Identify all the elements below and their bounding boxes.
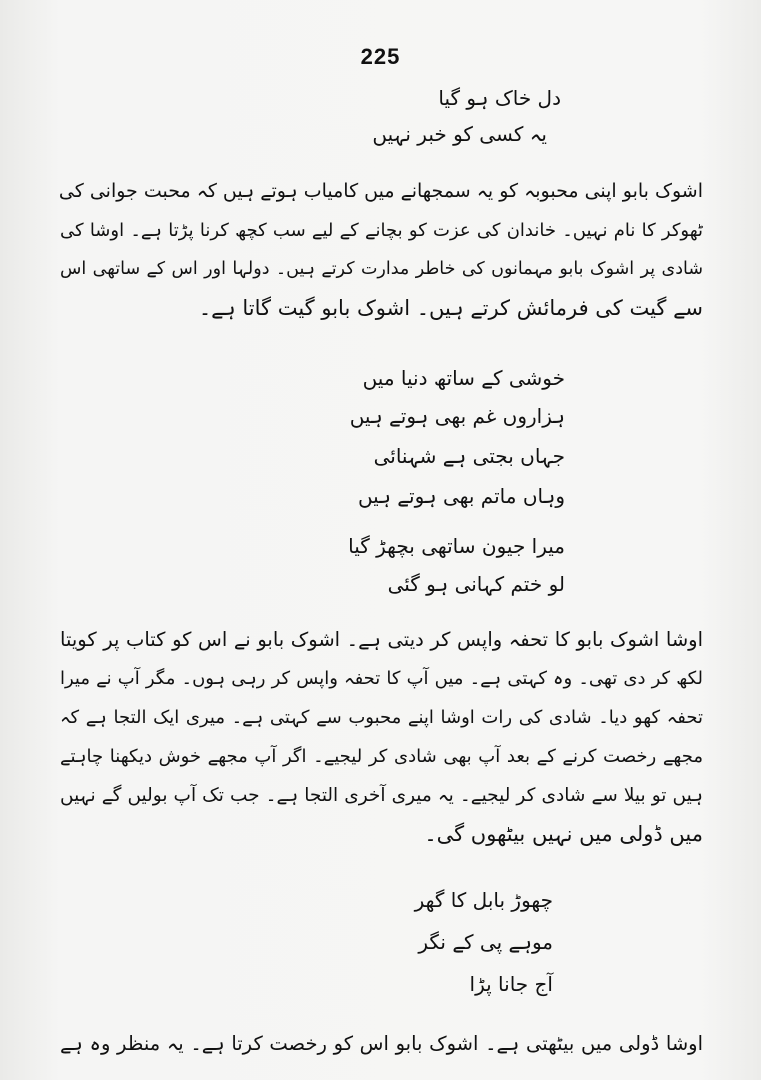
verse-line: چھوڑ بابل کا گھر (414, 888, 553, 912)
paragraph-line: تحفہ کھو دیا۔ شادی کی رات اوشا اپنے محبوب سے کہتی ہے۔ میری ایک التجا ہے کہ (60, 707, 703, 728)
verse-block-1 (261, 80, 561, 152)
verse-line: خوشی کے ساتھ دنیا میں (362, 366, 565, 390)
paragraph-line: ٹھوکر کا نام نہیں۔ خاندان کی عزت کو بچانے کے لیے سب کچھ کرنا پڑتا ہے۔ اوشا کی (60, 220, 703, 241)
paragraph-line: سے گیت کی فرمائش کرتے ہیں۔ اشوک بابو گیت گاتا ہے۔ (198, 296, 703, 320)
paragraph-line: اوشا اشوک بابو کا تحفہ واپس کر دیتی ہے۔ اشوک بابو نے اس کو کتاب پر کویتا (60, 628, 703, 651)
verse-block-3 (293, 882, 553, 1003)
paragraph-2 (60, 620, 703, 854)
verse-line: وہاں ماتم بھی ہوتے ہیں (357, 484, 565, 508)
verse-line: یہ کسی کو خبر نہیں (372, 122, 547, 146)
paragraph-line: لکھ کر دی تھی۔ وہ کہتی ہے۔ میں آپ کا تحفہ واپس کر رہی ہوں۔ مگر آپ نے میرا (60, 668, 704, 689)
verse-block-2 (245, 360, 565, 602)
verse-line: میرا جیون ساتھی بچھڑ گیا (348, 534, 565, 558)
paragraph-line: اشوک بابو اپنی محبوبہ کو یہ سمجھانے میں کامیاب ہوتے ہیں کہ محبت جوانی کی (58, 180, 703, 202)
verse-line: دل خاک ہو گیا (438, 86, 561, 110)
verse-line: موہے پی کے نگر (418, 930, 553, 954)
verse-line: لو ختم کہانی ہو گئی (387, 572, 565, 596)
verse-line: جہاں بجتی ہے شہنائی (373, 444, 565, 468)
verse-line: آج جانا پڑا (469, 972, 553, 996)
paragraph-line: میں ڈولی میں نہیں بیٹھوں گی۔ (424, 822, 703, 846)
paragraph-line: شادی پر اشوک بابو مہمانوں کی خاطر مدارت کرتے ہیں۔ دولہا اور اس کے ساتھی اس (60, 259, 703, 279)
verse-line: ہزاروں غم بھی ہوتے ہیں (349, 404, 565, 428)
paragraph-3 (60, 1024, 703, 1063)
paragraph-1 (60, 172, 703, 328)
page-number: 225 (360, 44, 401, 69)
paragraph-line: اوشا ڈولی میں بیٹھتی ہے۔ اشوک بابو اس کو رخصت کرتا ہے۔ یہ منظر وہ ہے (60, 1032, 703, 1055)
paragraph-line: ہیں تو بیلا سے شادی کر لیجیے۔ یہ میری آخری التجا ہے۔ جب تک آپ بولیں گے نہیں (60, 785, 703, 806)
paragraph-line: مجھے رخصت کرنے کے بعد آپ بھی شادی کر لیجیے۔ اگر آپ مجھے خوش دیکھنا چاہتے (60, 746, 703, 767)
